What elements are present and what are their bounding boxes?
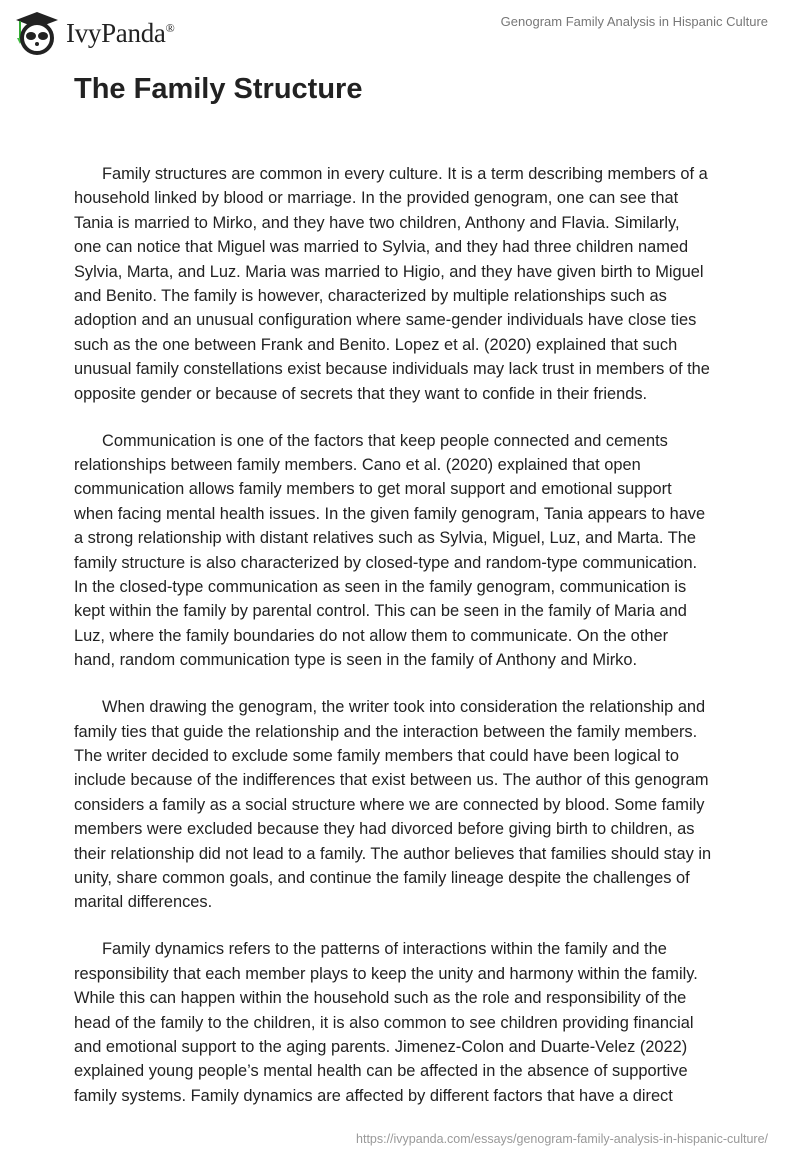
paragraph-line: include because of the indifferences that exist between us. The author of this genogram xyxy=(74,771,709,790)
paragraph-line: head of the family to the children, it is also common to see children providing financial xyxy=(74,1013,694,1032)
paragraph-line: considers a family as a social structure where we are connected by blood. Some family xyxy=(74,795,705,814)
paragraph-line: While this can happen within the household such as the role and responsibility of the xyxy=(74,989,687,1008)
paragraph-line: adoption and an unusual configuration where same-gender individuals have close ties xyxy=(74,311,697,330)
paragraph-line: opposite gender or because of secrets that they want to confide in their friends. xyxy=(74,384,648,403)
paragraph-line: hand, random communication type is seen in the family of Anthony and Mirko. xyxy=(74,651,638,670)
paragraph-line: Luz, where the family boundaries do not allow them to communicate. On the other xyxy=(74,626,669,645)
paragraph-line: Communication is one of the factors that keep people connected and cements xyxy=(102,431,668,450)
paragraph-line: such as the one between Frank and Benito. Lopez et al. (2020) explained that such xyxy=(74,335,678,354)
paragraph-line: Family dynamics refers to the patterns of interactions within the family and the xyxy=(102,940,667,959)
paragraph-line: explained young people’s mental health can be affected in the absence of supportive xyxy=(74,1062,688,1081)
ivypanda-logo[interactable] xyxy=(12,8,174,58)
paragraph-line: communication allows family members to get moral support and emotional support xyxy=(74,480,672,499)
paragraph-line: family ties that guide the relationship and the interaction between the family members. xyxy=(74,722,698,741)
essay-body xyxy=(74,162,734,1131)
section-heading: The Family Structure xyxy=(74,73,363,105)
paragraph-line: unity, share common goals, and continue the family lineage despite the challenges of xyxy=(74,868,690,887)
paragraph-line: household linked by blood or marriage. In the provided genogram, one can see that xyxy=(74,189,679,208)
paragraph-line: unusual family constellations exist because individuals may lack trust in members of the xyxy=(74,360,710,379)
paragraph-line: Tania is married to Mirko, and they have two children, Anthony and Flavia. Similarly, xyxy=(74,213,680,232)
paragraph-line: and Benito. The family is however, characterized by multiple relationships such as xyxy=(74,287,667,306)
paragraph-line: The writer decided to exclude some family members that could have been logical to xyxy=(74,746,679,765)
panda-logo-icon xyxy=(12,8,62,58)
paragraph-line: their relationship did not lead to a family. The author believes that families should stay in xyxy=(74,844,712,863)
paragraph-line: family structure is also characterized by closed-type and random-type communication. xyxy=(74,553,698,572)
document-title: Genogram Family Analysis in Hispanic Culture xyxy=(500,14,768,29)
paragraph-line: In the closed-type communication as seen in the family genogram, communication is xyxy=(74,578,687,596)
logo-text: IvyPanda® xyxy=(66,17,175,48)
paragraph-line: When drawing the genogram, the writer took into consideration the relationship and xyxy=(102,698,706,717)
paragraph xyxy=(74,162,734,406)
paragraph xyxy=(74,937,734,1108)
paragraph-line: a strong relationship with distant relatives such as Sylvia, Miguel, Luz, and Marta. The xyxy=(74,529,696,548)
paragraph xyxy=(74,429,734,673)
paragraph-line: and emotional support to the aging parents. Jimenez-Colon and Duarte-Velez (2022) xyxy=(74,1037,688,1056)
paragraph-line: kept within the family by parental control. This can be seen in the family of Maria and xyxy=(74,602,687,621)
paragraph-line: family systems. Family dynamics are affected by different factors that have a direct xyxy=(74,1086,673,1105)
footer-url[interactable]: https://ivypanda.com/essays/genogram-family-analysis-in-hispanic-culture/ xyxy=(356,1132,768,1146)
paragraph-line: Sylvia, Marta, and Luz. Maria was married to Higio, and they have given birth to Miguel xyxy=(74,262,704,281)
paragraph-line: members were excluded because they had divorced before giving birth to children, as xyxy=(74,820,695,839)
paragraph xyxy=(74,695,734,915)
paragraph-line: when facing mental health issues. In the given family genogram, Tania appears to have xyxy=(74,504,706,523)
paragraph-line: Family structures are common in every culture. It is a term describing members of a xyxy=(102,165,708,183)
paragraph-line: one can notice that Miguel was married to Sylvia, and they had three children named xyxy=(74,238,689,257)
paragraph-line: responsibility that each member plays to keep the unity and harmony within the family. xyxy=(74,964,698,983)
paragraph-line: marital differences. xyxy=(74,893,213,912)
paragraph-line: relationships between family members. Cano et al. (2020) explained that open xyxy=(74,455,641,474)
